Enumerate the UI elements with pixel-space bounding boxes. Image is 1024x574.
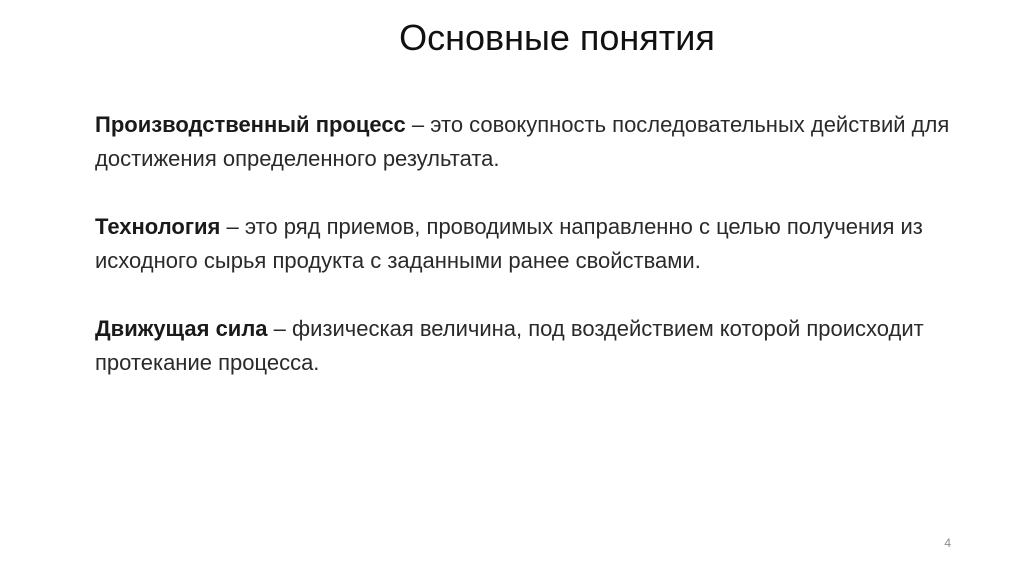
definition-text: – это ряд приемов, проводимых направленно с целью получения из исходного сырья продукта с заданными ранее свойствами. — [95, 214, 923, 273]
slide-title: Основные понятия — [399, 17, 715, 58]
definition-term: Движущая сила — [95, 316, 268, 341]
definition-text: – физическая величина, под воздействием которой происходит протекание процесса. — [95, 316, 924, 375]
definition-text: – это совокупность последовательных действий для достижения определенного результата. — [95, 112, 950, 171]
definition-item — [95, 210, 975, 278]
definitions-list — [95, 108, 975, 414]
definition-term: Производственный процесс — [95, 112, 406, 137]
page-number: 4 — [944, 536, 951, 550]
definition-item — [95, 312, 975, 380]
definition-item — [95, 108, 975, 176]
definition-term: Технология — [95, 214, 221, 239]
